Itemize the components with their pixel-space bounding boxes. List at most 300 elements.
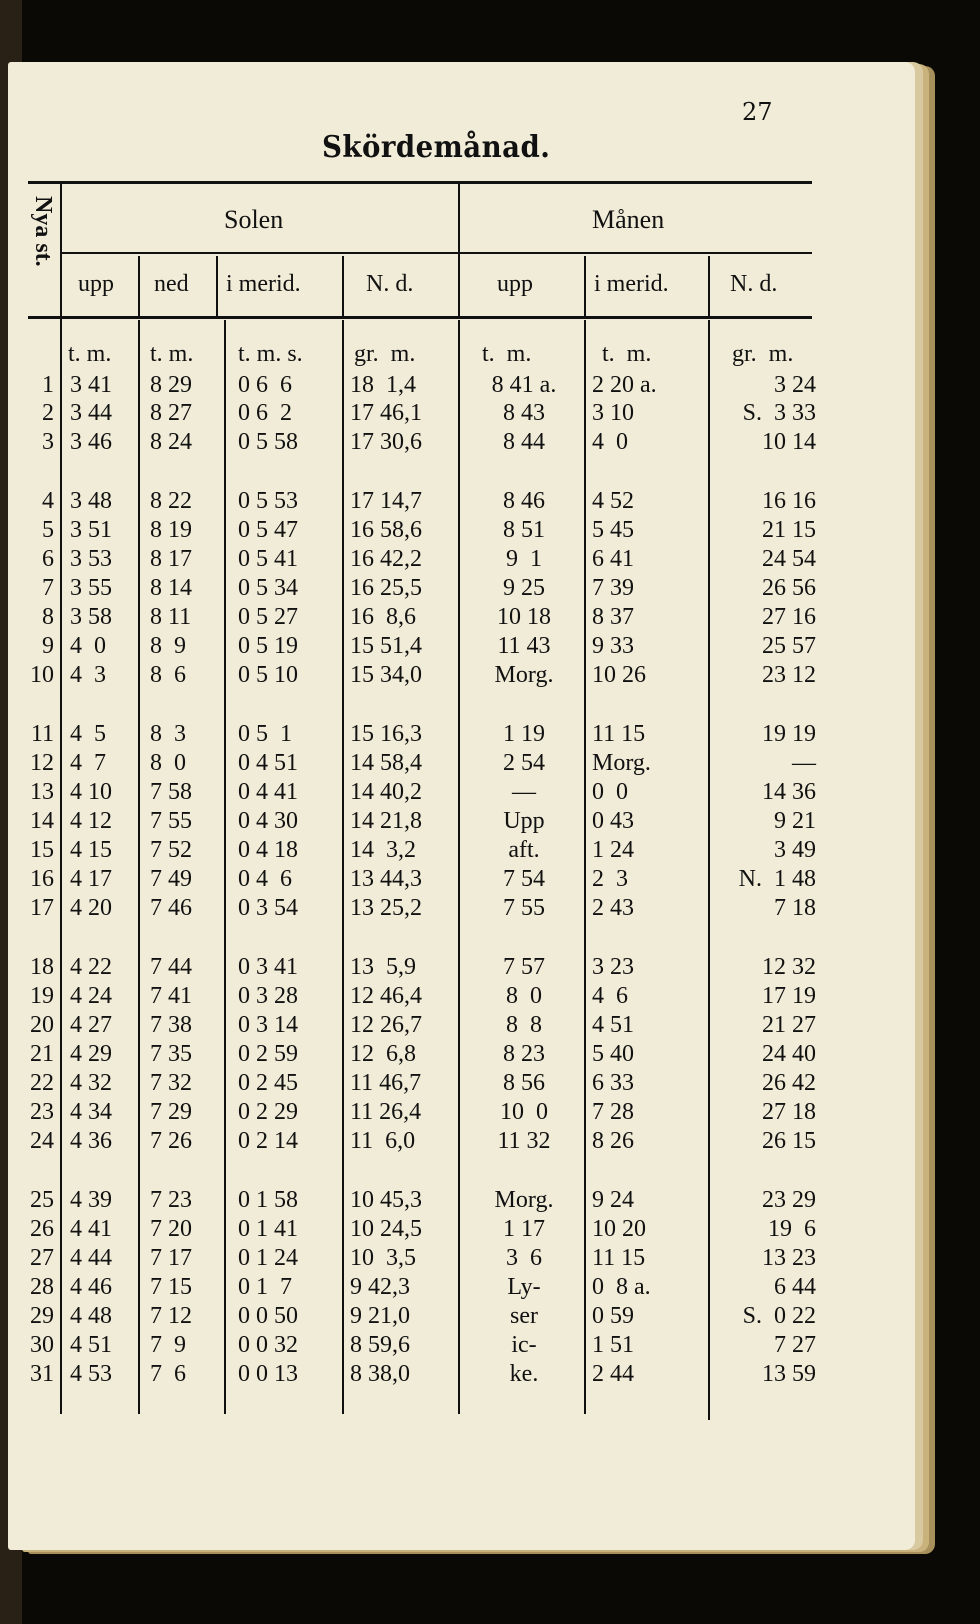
table-cell: 3 41 — [70, 372, 112, 398]
table-cell: 8 26 — [592, 1128, 634, 1154]
table-cell: 0 1 58 — [238, 1187, 298, 1213]
table-cell: 4 — [42, 488, 54, 514]
table-cell: 18 1,4 — [350, 372, 416, 398]
table-cell: 14 40,2 — [350, 779, 422, 805]
table-cell: 7 29 — [150, 1099, 192, 1125]
table-cell: 26 56 — [762, 575, 816, 601]
table-cell: 4 0 — [70, 633, 106, 659]
table-cell: 2 — [42, 400, 54, 426]
table-cell: 9 33 — [592, 633, 634, 659]
day-column-header: Nya st. — [30, 196, 56, 267]
table-cell: 15 34,0 — [350, 662, 422, 688]
unit-moon-nd: gr. m. — [732, 341, 794, 367]
table-cell: 7 57 — [503, 954, 545, 980]
unit-sun-ned: t. m. — [150, 341, 194, 367]
table-cell: 4 12 — [70, 808, 112, 834]
table-cell: 12 26,7 — [350, 1012, 422, 1038]
table-cell: 8 — [42, 604, 54, 630]
table-cell: 8 11 — [150, 604, 192, 630]
table-cell: 3 58 — [70, 604, 112, 630]
table-cell: 7 58 — [150, 779, 192, 805]
table-cell: 0 0 13 — [238, 1361, 298, 1387]
table-cell: 0 0 — [592, 779, 628, 805]
table-cell: 4 24 — [70, 983, 112, 1009]
moon-group-header: Månen — [592, 205, 665, 234]
table-cell: 11 43 — [497, 633, 551, 659]
table-cell: 13 — [30, 779, 54, 805]
table-cell: 6 33 — [592, 1070, 634, 1096]
table-cell: 2 54 — [503, 750, 545, 776]
table-cell: 26 15 — [762, 1128, 816, 1154]
table-cell: aft. — [508, 837, 540, 863]
table-row — [0, 1332, 980, 1358]
table-cell: 15 16,3 — [350, 721, 422, 747]
table-cell: Morg. — [592, 750, 651, 776]
table-cell: 3 10 — [592, 400, 634, 426]
table-cell: 8 29 — [150, 372, 192, 398]
table-cell: 24 54 — [762, 546, 816, 572]
table-row — [0, 604, 980, 630]
table-cell: 8 19 — [150, 517, 192, 543]
table-cell: 0 3 54 — [238, 895, 298, 921]
table-cell: 0 0 32 — [238, 1332, 298, 1358]
table-cell: 15 51,4 — [350, 633, 422, 659]
table-cell: 28 — [30, 1274, 54, 1300]
table-cell: 4 29 — [70, 1041, 112, 1067]
table-cell: 10 18 — [497, 604, 551, 630]
table-cell: Ly- — [507, 1274, 541, 1300]
table-cell: 13 23 — [762, 1245, 816, 1271]
table-cell: 3 48 — [70, 488, 112, 514]
table-cell: 18 — [30, 954, 54, 980]
table-cell: 14 — [30, 808, 54, 834]
table-cell: 7 41 — [150, 983, 192, 1009]
table-row — [0, 575, 980, 601]
table-cell: 8 23 — [503, 1041, 545, 1067]
table-cell: 1 51 — [592, 1332, 634, 1358]
table-cell: 9 24 — [592, 1187, 634, 1213]
table-cell: 19 — [30, 983, 54, 1009]
table-cell: 9 42,3 — [350, 1274, 410, 1300]
table-cell: 11 32 — [497, 1128, 551, 1154]
table-cell: 13 44,3 — [350, 866, 422, 892]
table-cell: 0 5 41 — [238, 546, 298, 572]
table-cell: 23 — [30, 1099, 54, 1125]
table-cell: 0 4 6 — [238, 866, 292, 892]
table-cell: 7 — [42, 575, 54, 601]
table-row — [0, 400, 980, 426]
table-cell: Morg. — [494, 1187, 554, 1213]
table-cell: 4 34 — [70, 1099, 112, 1125]
table-cell: 17 19 — [762, 983, 816, 1009]
table-cell: 0 4 30 — [238, 808, 298, 834]
table-cell: 2 43 — [592, 895, 634, 921]
table-row — [0, 546, 980, 572]
table-cell: 4 0 — [592, 429, 628, 455]
table-cell: 0 3 28 — [238, 983, 298, 1009]
table-cell: 8 0 — [506, 983, 542, 1009]
table-row — [0, 721, 980, 747]
table-cell: Morg. — [494, 662, 554, 688]
table-row — [0, 662, 980, 688]
table-cell: 0 6 2 — [238, 400, 292, 426]
table-cell: Upp — [503, 808, 545, 834]
table-cell: 10 45,3 — [350, 1187, 422, 1213]
table-cell: — — [512, 779, 536, 805]
table-cell: 16 58,6 — [350, 517, 422, 543]
table-cell: 21 27 — [762, 1012, 816, 1038]
table-cell: 4 17 — [70, 866, 112, 892]
table-cell: 0 5 47 — [238, 517, 298, 543]
table-cell: 7 17 — [150, 1245, 192, 1271]
table-cell: 21 — [30, 1041, 54, 1067]
table-cell: ic- — [511, 1332, 537, 1358]
table-cell: 4 10 — [70, 779, 112, 805]
table-row — [0, 1099, 980, 1125]
table-cell: 16 25,5 — [350, 575, 422, 601]
table-cell: 4 46 — [70, 1274, 112, 1300]
table-cell: 0 4 18 — [238, 837, 298, 863]
page-number: 27 — [742, 98, 773, 126]
table-cell: 16 — [30, 866, 54, 892]
table-cell: 0 5 34 — [238, 575, 298, 601]
table-cell: 11 26,4 — [350, 1099, 422, 1125]
table-row — [0, 1012, 980, 1038]
table-cell: 4 7 — [70, 750, 106, 776]
table-cell: 12 46,4 — [350, 983, 422, 1009]
table-cell: 9 1 — [506, 546, 542, 572]
table-cell: 19 6 — [768, 1216, 816, 1242]
table-cell: N. 1 48 — [738, 866, 816, 892]
table-cell: 3 55 — [70, 575, 112, 601]
table-row — [0, 1041, 980, 1067]
table-cell: 8 27 — [150, 400, 192, 426]
table-cell: 4 53 — [70, 1361, 112, 1387]
table-cell: 8 8 — [506, 1012, 542, 1038]
table-cell: 14 58,4 — [350, 750, 422, 776]
table-cell: 10 14 — [762, 429, 816, 455]
table-cell: 7 9 — [150, 1332, 186, 1358]
table-cell: 3 51 — [70, 517, 112, 543]
table-cell: 10 24,5 — [350, 1216, 422, 1242]
table-cell: 1 — [42, 372, 54, 398]
table-cell: 7 20 — [150, 1216, 192, 1242]
table-cell: 0 43 — [592, 808, 634, 834]
table-row — [0, 517, 980, 543]
table-cell: 1 24 — [592, 837, 634, 863]
table-cell: 7 52 — [150, 837, 192, 863]
table-cell: 25 57 — [762, 633, 816, 659]
unit-moon-upp: t. m. — [482, 341, 532, 367]
table-cell: 17 — [30, 895, 54, 921]
table-cell: 16 16 — [762, 488, 816, 514]
table-row — [0, 954, 980, 980]
table-cell: 8 59,6 — [350, 1332, 410, 1358]
table-cell: 8 24 — [150, 429, 192, 455]
table-cell: 3 46 — [70, 429, 112, 455]
table-cell: 0 2 14 — [238, 1128, 298, 1154]
table-row — [0, 372, 980, 398]
table-cell: 4 20 — [70, 895, 112, 921]
table-row — [0, 1070, 980, 1096]
table-cell: 5 — [42, 517, 54, 543]
table-cell: 8 9 — [150, 633, 186, 659]
table-row — [0, 808, 980, 834]
table-cell: 14 21,8 — [350, 808, 422, 834]
table-cell: 8 56 — [503, 1070, 545, 1096]
table-row — [0, 633, 980, 659]
unit-sun-nd: gr. m. — [354, 341, 416, 367]
table-cell: 7 38 — [150, 1012, 192, 1038]
unit-sun-upp: t. m. — [68, 341, 112, 367]
table-cell: 2 3 — [592, 866, 628, 892]
unit-sun-merid: t. m. s. — [238, 341, 303, 367]
moon-merid-header: i merid. — [594, 271, 669, 297]
table-cell: 0 4 51 — [238, 750, 298, 776]
sun-merid-header: i merid. — [226, 271, 301, 297]
table-cell: 1 17 — [503, 1216, 545, 1242]
moon-upp-divider — [584, 256, 586, 316]
table-cell: 0 6 6 — [238, 372, 292, 398]
table-cell: 3 44 — [70, 400, 112, 426]
table-cell: 7 15 — [150, 1274, 192, 1300]
sun-upp-header: upp — [78, 271, 114, 297]
table-cell: 16 42,2 — [350, 546, 422, 572]
table-top-rule — [28, 181, 812, 184]
table-cell: 12 32 — [762, 954, 816, 980]
table-cell: 27 18 — [762, 1099, 816, 1125]
table-cell: 11 — [30, 721, 54, 747]
table-cell: 4 48 — [70, 1303, 112, 1329]
table-cell: 7 49 — [150, 866, 192, 892]
table-cell: 2 44 — [592, 1361, 634, 1387]
table-row — [0, 837, 980, 863]
table-cell: 4 32 — [70, 1070, 112, 1096]
table-cell: 8 17 — [150, 546, 192, 572]
table-cell: 8 41 a. — [491, 372, 557, 398]
header-bottom-rule — [28, 316, 812, 319]
table-cell: 4 27 — [70, 1012, 112, 1038]
table-cell: 7 12 — [150, 1303, 192, 1329]
table-cell: 4 36 — [70, 1128, 112, 1154]
page-title: Skördemånad. — [322, 130, 551, 165]
table-row — [0, 1303, 980, 1329]
table-cell: 26 — [30, 1216, 54, 1242]
table-cell: 7 32 — [150, 1070, 192, 1096]
sun-moon-divider — [458, 184, 460, 318]
table-cell: 0 5 58 — [238, 429, 298, 455]
table-cell: 6 44 — [774, 1274, 816, 1300]
table-row — [0, 1216, 980, 1242]
table-cell: 4 44 — [70, 1245, 112, 1271]
table-row — [0, 895, 980, 921]
table-cell: 0 0 50 — [238, 1303, 298, 1329]
table-cell: 3 — [42, 429, 54, 455]
table-cell: 17 46,1 — [350, 400, 422, 426]
table-cell: 0 5 27 — [238, 604, 298, 630]
sun-nd-header: N. d. — [366, 271, 414, 297]
table-row — [0, 779, 980, 805]
table-cell: 8 0 — [150, 750, 186, 776]
table-cell: 7 39 — [592, 575, 634, 601]
table-cell: 13 59 — [762, 1361, 816, 1387]
table-cell: 5 40 — [592, 1041, 634, 1067]
table-cell: 23 12 — [762, 662, 816, 688]
table-cell: 0 59 — [592, 1303, 634, 1329]
table-cell: 7 35 — [150, 1041, 192, 1067]
table-cell: 3 24 — [774, 372, 816, 398]
table-cell: 0 2 29 — [238, 1099, 298, 1125]
table-row — [0, 1245, 980, 1271]
table-cell: 24 40 — [762, 1041, 816, 1067]
table-cell: 9 — [42, 633, 54, 659]
table-cell: 8 14 — [150, 575, 192, 601]
table-cell: 11 15 — [592, 721, 646, 747]
table-cell: 4 22 — [70, 954, 112, 980]
sun-ned-divider — [216, 256, 218, 316]
table-cell: 9 25 — [503, 575, 545, 601]
table-cell: 17 14,7 — [350, 488, 422, 514]
table-cell: 7 27 — [774, 1332, 816, 1358]
table-cell: 3 49 — [774, 837, 816, 863]
moon-merid-divider — [708, 256, 710, 316]
table-cell: 0 5 19 — [238, 633, 298, 659]
table-row — [0, 488, 980, 514]
table-cell: 14 36 — [762, 779, 816, 805]
table-cell: 19 19 — [762, 721, 816, 747]
table-cell: 7 6 — [150, 1361, 186, 1387]
table-row — [0, 1187, 980, 1213]
table-cell: ke. — [509, 1361, 539, 1387]
table-cell: 1 19 — [503, 721, 545, 747]
table-cell: 7 55 — [150, 808, 192, 834]
unit-moon-merid: t. m. — [602, 341, 652, 367]
table-cell: 7 44 — [150, 954, 192, 980]
table-cell: 0 2 59 — [238, 1041, 298, 1067]
table-cell: 26 42 — [762, 1070, 816, 1096]
table-cell: 17 30,6 — [350, 429, 422, 455]
table-cell: 22 — [30, 1070, 54, 1096]
table-cell: 7 46 — [150, 895, 192, 921]
table-cell: 24 — [30, 1128, 54, 1154]
table-cell: 7 26 — [150, 1128, 192, 1154]
sun-ned-header: ned — [154, 271, 189, 297]
table-cell: 10 — [30, 662, 54, 688]
table-cell: 12 6,8 — [350, 1041, 416, 1067]
table-cell: 15 — [30, 837, 54, 863]
table-row — [0, 1274, 980, 1300]
table-cell: 0 8 a. — [592, 1274, 651, 1300]
table-cell: 11 46,7 — [350, 1070, 422, 1096]
table-cell: 10 0 — [500, 1099, 548, 1125]
table-cell: 4 3 — [70, 662, 106, 688]
table-cell: 3 23 — [592, 954, 634, 980]
table-cell: 13 5,9 — [350, 954, 416, 980]
table-cell: 4 6 — [592, 983, 628, 1009]
table-cell: 5 45 — [592, 517, 634, 543]
table-cell: 4 15 — [70, 837, 112, 863]
table-cell: 9 21 — [774, 808, 816, 834]
table-cell: 30 — [30, 1332, 54, 1358]
table-cell: 8 22 — [150, 488, 192, 514]
table-cell: 10 3,5 — [350, 1245, 416, 1271]
table-cell: 8 37 — [592, 604, 634, 630]
table-cell: 27 16 — [762, 604, 816, 630]
table-cell: 0 4 41 — [238, 779, 298, 805]
table-cell: 25 — [30, 1187, 54, 1213]
table-cell: 12 — [30, 750, 54, 776]
table-row — [0, 1361, 980, 1387]
table-cell: 3 53 — [70, 546, 112, 572]
table-cell: 10 26 — [592, 662, 646, 688]
table-cell: 21 15 — [762, 517, 816, 543]
table-cell: 0 1 7 — [238, 1274, 292, 1300]
table-cell: 8 38,0 — [350, 1361, 410, 1387]
table-cell: 0 1 41 — [238, 1216, 298, 1242]
table-cell: 0 5 53 — [238, 488, 298, 514]
table-cell: ser — [510, 1303, 538, 1329]
table-cell: 4 51 — [592, 1012, 634, 1038]
group-divider-rule — [62, 252, 812, 254]
table-cell: 8 43 — [503, 400, 545, 426]
table-cell: 4 52 — [592, 488, 634, 514]
table-cell: 6 — [42, 546, 54, 572]
table-cell: 7 28 — [592, 1099, 634, 1125]
table-cell: 0 5 10 — [238, 662, 298, 688]
moon-nd-header: N. d. — [730, 271, 778, 297]
table-cell: S. 0 22 — [742, 1303, 816, 1329]
table-cell: 23 29 — [762, 1187, 816, 1213]
table-row — [0, 750, 980, 776]
table-row — [0, 429, 980, 455]
table-cell: 4 41 — [70, 1216, 112, 1242]
sun-group-header: Solen — [224, 205, 284, 234]
table-cell: 14 3,2 — [350, 837, 416, 863]
table-cell: 7 18 — [774, 895, 816, 921]
table-cell: 2 20 a. — [592, 372, 657, 398]
table-cell: — — [792, 750, 816, 776]
table-cell: 4 39 — [70, 1187, 112, 1213]
table-cell: 0 5 1 — [238, 721, 292, 747]
table-cell: 4 5 — [70, 721, 106, 747]
table-cell: 13 25,2 — [350, 895, 422, 921]
table-cell: 16 8,6 — [350, 604, 416, 630]
table-row — [0, 866, 980, 892]
table-cell: 8 3 — [150, 721, 186, 747]
table-cell: 7 54 — [503, 866, 545, 892]
table-cell: 20 — [30, 1012, 54, 1038]
table-cell: 27 — [30, 1245, 54, 1271]
table-cell: 9 21,0 — [350, 1303, 410, 1329]
sun-merid-divider — [342, 256, 344, 316]
table-cell: 6 41 — [592, 546, 634, 572]
sun-upp-divider — [138, 256, 140, 316]
table-cell: 3 6 — [506, 1245, 542, 1271]
table-cell: S. 3 33 — [742, 400, 816, 426]
table-cell: 4 51 — [70, 1332, 112, 1358]
table-cell: 0 2 45 — [238, 1070, 298, 1096]
table-cell: 8 51 — [503, 517, 545, 543]
table-cell: 0 3 41 — [238, 954, 298, 980]
table-cell: 29 — [30, 1303, 54, 1329]
moon-upp-header: upp — [497, 271, 533, 297]
table-cell: 31 — [30, 1361, 54, 1387]
table-cell: 11 15 — [592, 1245, 646, 1271]
table-cell: 8 46 — [503, 488, 545, 514]
table-cell: 0 1 24 — [238, 1245, 298, 1271]
table-row — [0, 1128, 980, 1154]
table-cell: 8 44 — [503, 429, 545, 455]
